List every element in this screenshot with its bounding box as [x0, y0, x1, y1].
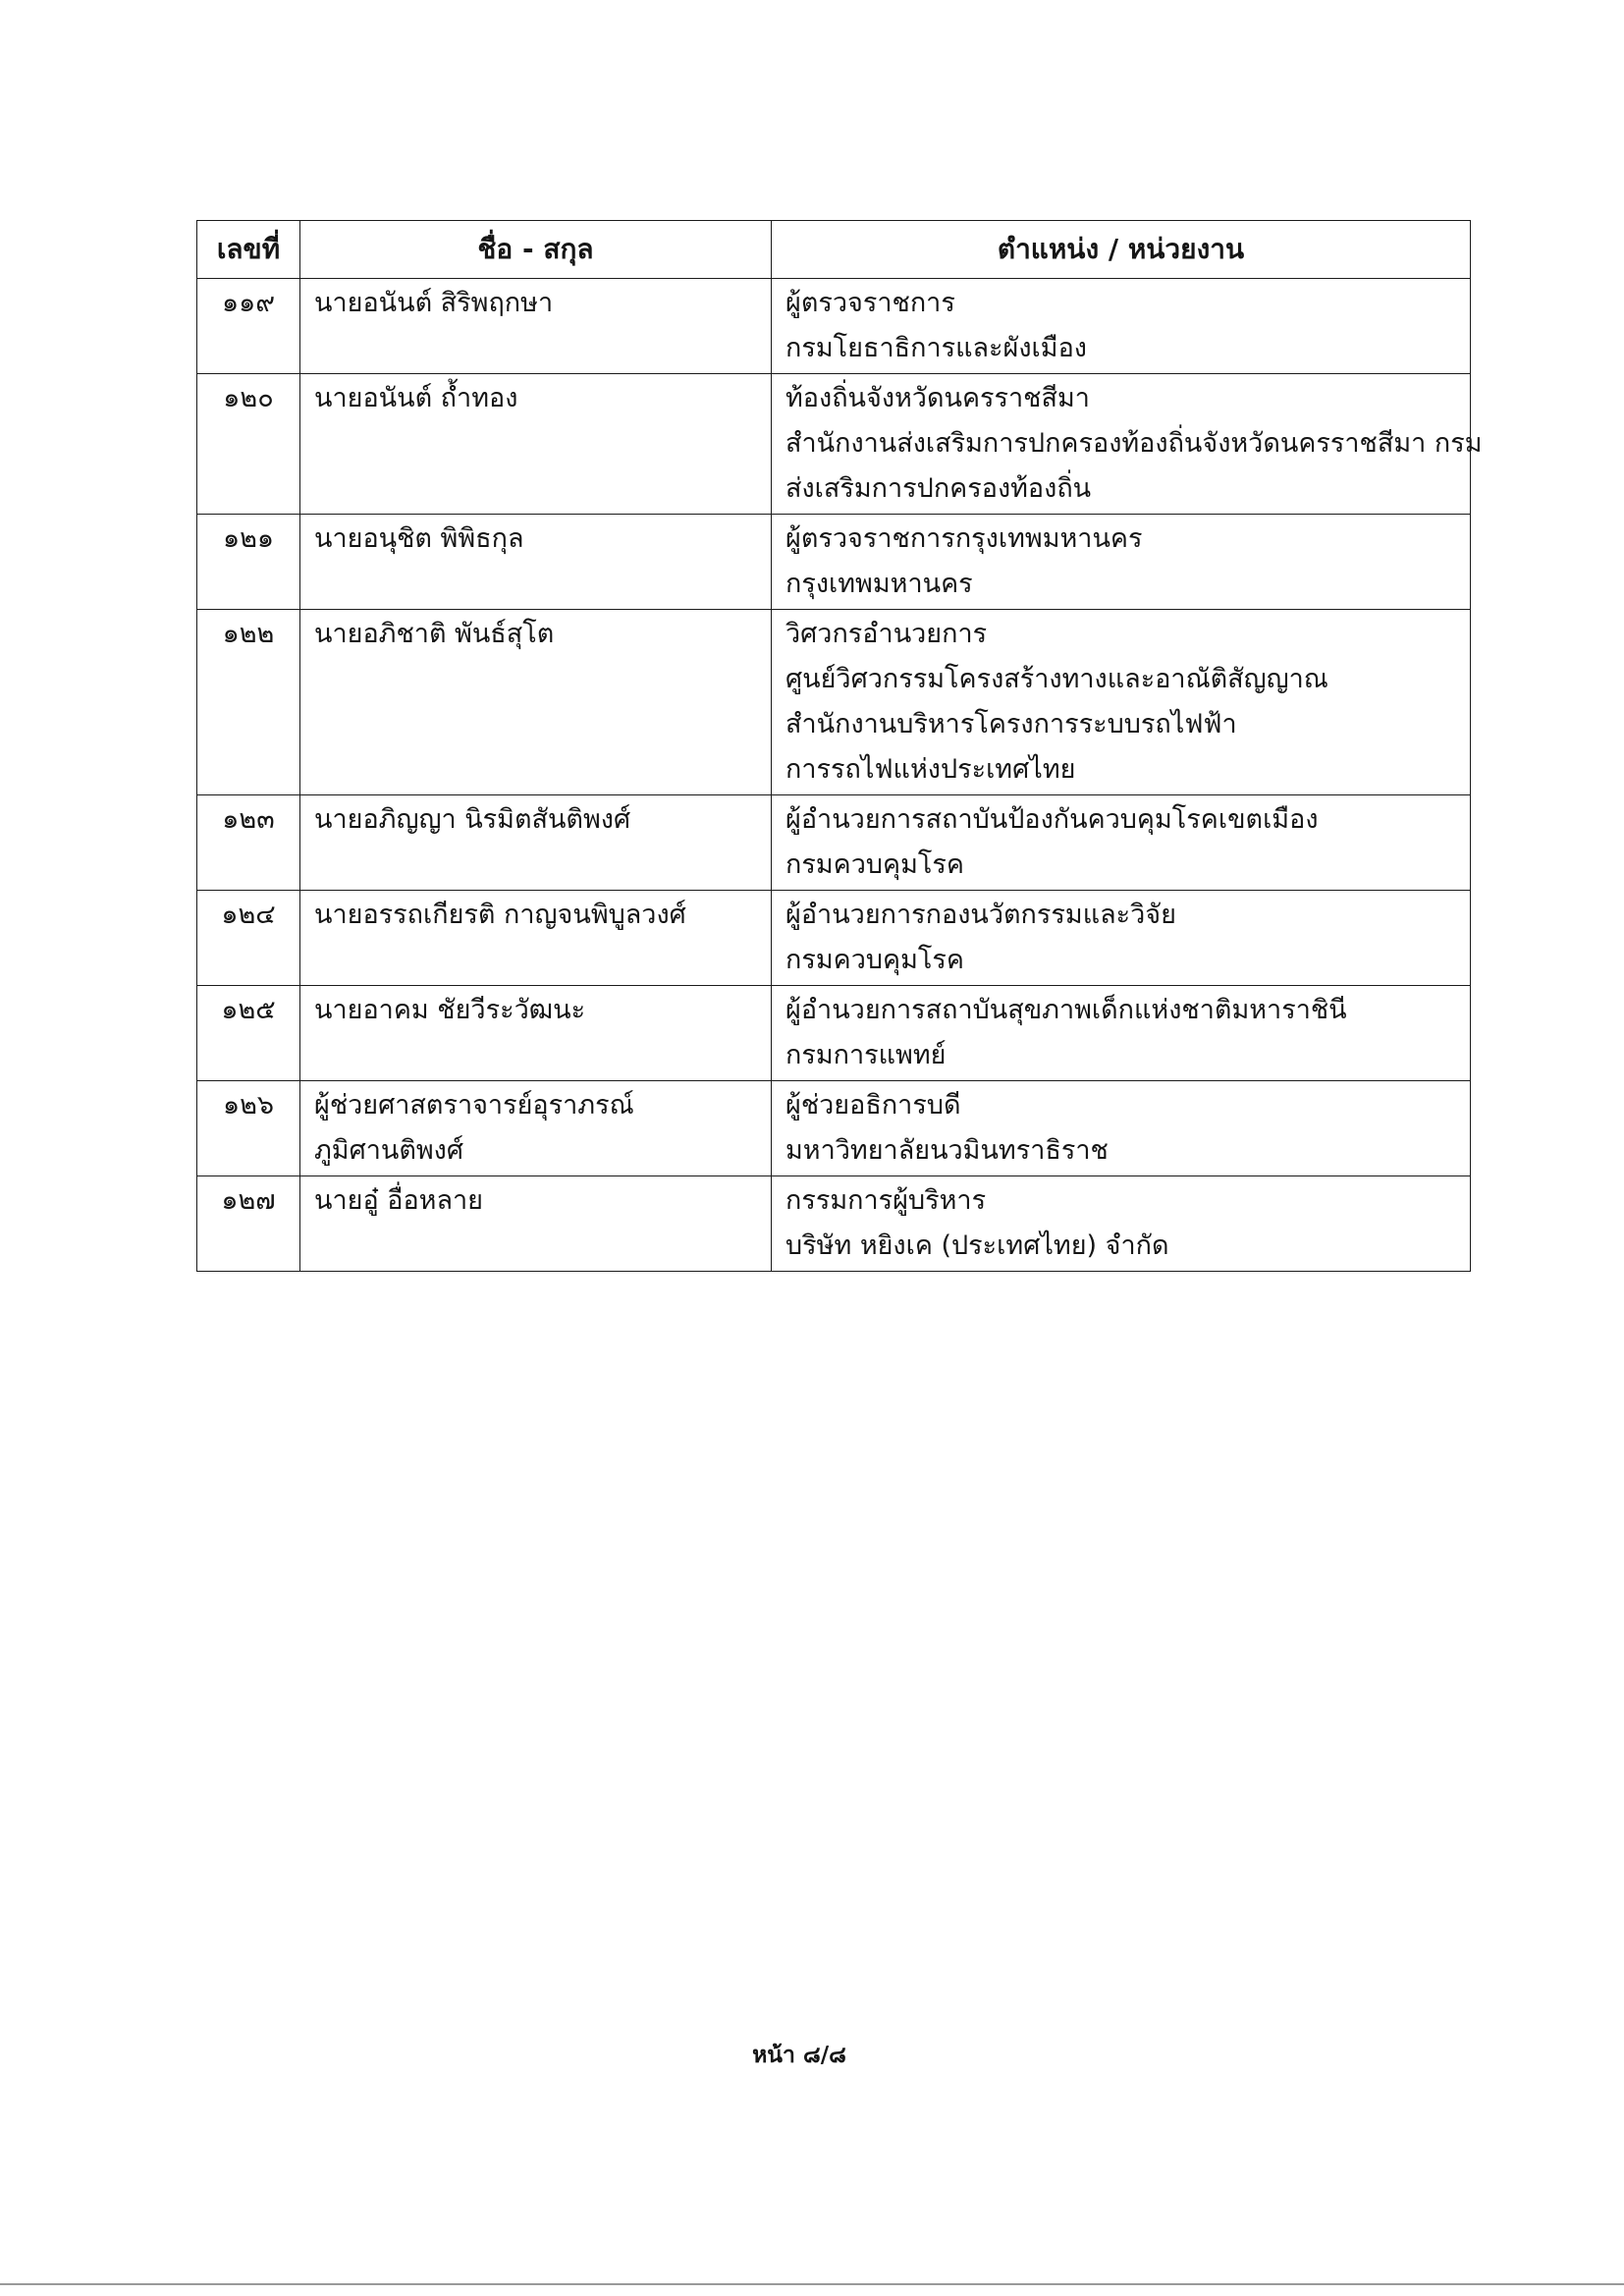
position-cell [772, 515, 1471, 610]
position-line: ผู้ช่วยอธิการบดี [785, 1090, 961, 1121]
row-number: ๑๒๗ [197, 1176, 300, 1272]
position-line: กรมควบคุมโรค [785, 945, 964, 975]
position-line: ส่งเสริมการปกครองท้องถิ่น [785, 473, 1092, 504]
position-line: ผู้อำนวยการกองนวัตกรรมและวิจัย [785, 900, 1176, 930]
table-row [197, 279, 1471, 374]
table-row [197, 1176, 1471, 1272]
name-cell [300, 279, 772, 374]
position-cell [772, 891, 1471, 986]
row-number: ๑๒๒ [197, 610, 300, 795]
name-cell [300, 795, 772, 891]
position-line: ผู้อำนวยการสถาบันสุขภาพเด็กแห่งชาติมหาราชินี [785, 995, 1347, 1025]
row-number: ๑๒๖ [197, 1081, 300, 1176]
table-row [197, 986, 1471, 1081]
table-row [197, 610, 1471, 795]
row-number: ๑๒๔ [197, 891, 300, 986]
position-cell [772, 279, 1471, 374]
position-line: ผู้อำนวยการสถาบันป้องกันควบคุมโรคเขตเมือง [785, 804, 1319, 835]
scan-edge-line [0, 2283, 1624, 2285]
position-line: ผู้ตรวจราชการกรุงเทพมหานคร [785, 523, 1143, 554]
row-number: ๑๑๙ [197, 279, 300, 374]
row-number: ๑๒๑ [197, 515, 300, 610]
position-line: สำนักงานบริหารโครงการระบบรถไฟฟ้า [785, 709, 1237, 739]
table-row [197, 795, 1471, 891]
table-row [197, 515, 1471, 610]
person-name: นายอภิญญา นิรมิตสันติพงศ์ [314, 804, 631, 835]
row-number: ๑๒๕ [197, 986, 300, 1081]
row-number: ๑๒๓ [197, 795, 300, 891]
person-name: นายอภิชาติ พันธ์สุโต [314, 619, 555, 649]
position-cell [772, 374, 1483, 515]
person-name: ภูมิศานติพงศ์ [314, 1135, 464, 1166]
person-name: นายอนุชิต พิพิธกุล [314, 523, 524, 554]
person-name: นายอนันต์ ถ้ำทอง [314, 383, 518, 413]
person-name: นายอนันต์ สิริพฤกษา [314, 288, 554, 318]
position-cell [772, 610, 1471, 795]
position-line: วิศวกรอำนวยการ [785, 619, 988, 649]
position-line: มหาวิทยาลัยนวมินทราธิราช [785, 1135, 1109, 1166]
header-position: ตำแหน่ง / หน่วยงาน [772, 221, 1471, 279]
position-line: บริษัท หยิงเค (ประเทศไทย) จำกัด [785, 1230, 1169, 1261]
position-line: กรุงเทพมหานคร [785, 569, 973, 599]
position-cell [772, 1176, 1471, 1272]
position-line: กรมควบคุมโรค [785, 849, 964, 880]
name-cell [300, 986, 772, 1081]
position-line: ศูนย์วิศวกรรมโครงสร้างทางและอาณัติสัญญาณ [785, 664, 1328, 694]
name-cell [300, 610, 772, 795]
person-name: นายอู๋ อื่อหลาย [314, 1185, 483, 1216]
person-name: นายอาคม ชัยวีระวัฒนะ [314, 995, 586, 1025]
header-number: เลขที่ [197, 221, 300, 279]
row-number: ๑๒๐ [197, 374, 300, 515]
position-line: ผู้ตรวจราชการ [785, 288, 955, 318]
page-number: หน้า ๘/๘ [752, 2043, 846, 2068]
position-cell [772, 986, 1471, 1081]
position-line: สำนักงานส่งเสริมการปกครองท้องถิ่นจังหวัดนครราชสีมา กรม [785, 428, 1483, 459]
position-line: กรรมการผู้บริหาร [785, 1185, 987, 1216]
position-line: กรมการแพทย์ [785, 1040, 947, 1070]
position-line: การรถไฟแห่งประเทศไทย [785, 754, 1076, 785]
table-row [197, 374, 1471, 515]
person-name: นายอรรถเกียรติ กาญจนพิบูลวงศ์ [314, 900, 686, 930]
position-line: กรมโยธาธิการและผังเมือง [785, 333, 1087, 363]
table-row [197, 891, 1471, 986]
person-name: ผู้ช่วยศาสตราจารย์อุราภรณ์ [314, 1090, 634, 1121]
position-cell [772, 795, 1471, 891]
position-line: ท้องถิ่นจังหวัดนครราชสีมา [785, 383, 1090, 413]
position-cell [772, 1081, 1471, 1176]
table-row [197, 1081, 1471, 1176]
header-name: ชื่อ - สกุล [300, 221, 772, 279]
table-header-row [197, 221, 1471, 279]
name-cell [300, 891, 772, 986]
name-cell [300, 374, 772, 515]
name-cell [300, 1176, 772, 1272]
name-cell [300, 515, 772, 610]
name-cell [300, 1081, 772, 1176]
roster-table [196, 220, 1483, 1272]
